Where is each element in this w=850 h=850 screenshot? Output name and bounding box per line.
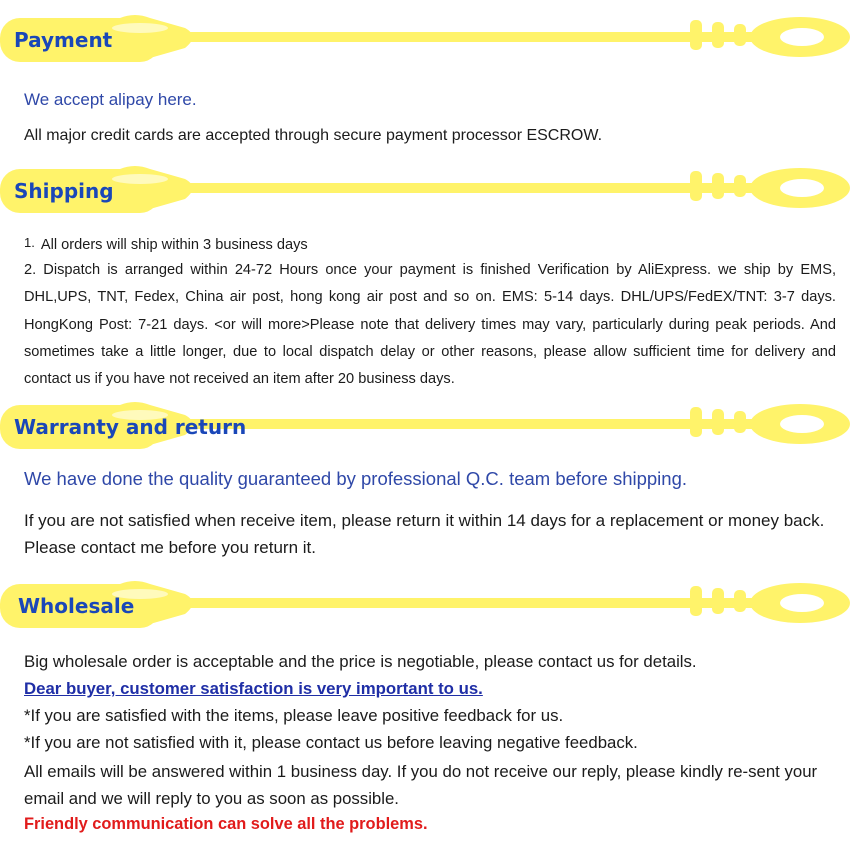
payment-lead-text: We accept alipay here. — [24, 90, 197, 109]
key-banner-graphic — [0, 165, 850, 221]
warranty-lead-text: We have done the quality guaranteed by professional Q.C. team before shipping. — [24, 468, 687, 489]
shipping-banner — [0, 165, 850, 221]
shipping-list-item-1 — [24, 237, 308, 253]
wholesale-banner — [0, 580, 850, 636]
payment-banner — [0, 14, 850, 70]
wholesale-heading: Wholesale — [18, 594, 135, 618]
shipping-heading: Shipping — [14, 179, 114, 203]
warranty-banner — [0, 401, 850, 457]
payment-body-text: All major credit cards are accepted through secure payment processor ESCROW. — [24, 127, 603, 144]
warranty-body-text: If you are not satisfied when receive item, please return it within 14 days for a replacement or money back. Please contact me before you return it. — [24, 511, 825, 557]
wholesale-line-3: *If you are satisfied with the items, please leave positive feedback for us. — [24, 706, 564, 725]
key-banner-graphic — [0, 14, 850, 70]
wholesale-line-6-highlight: Friendly communication can solve all the problems. — [24, 815, 428, 833]
customer-satisfaction-link[interactable]: Dear buyer, customer satisfaction is very important to us. — [24, 679, 483, 698]
wholesale-line-4: *If you are not satisfied with it, please contact us before leaving negative feedback. — [24, 733, 638, 752]
list-item-text: All orders will ship within 3 business days — [40, 237, 308, 253]
wholesale-line-5: All emails will be answered within 1 business day. If you do not receive our reply, please kindly re-sent your email and we will reply to you as soon as possible. — [24, 762, 818, 808]
list-number: 1. — [24, 235, 35, 250]
payment-heading: Payment — [14, 28, 113, 52]
shipping-list-item-2: 2. Dispatch is arranged within 24-72 Hours once your payment is finished Verification by AliExpress. we ship by EMS, DHL,UPS, TNT, Fedex, China air post, hong kong air post and so on. EMS: 5-14 days. DHL/UPS/FedEX/TNT: 3-7 days. HongKong Post: 7-21 days. <or will more>Please note that delivery times may vary, particularly during peak periods. And sometimes take a little longer, due to local dispatch delay or other reasons, please allow sufficient time for delivery and contact us if you have not received an item after 20 business days. — [24, 262, 836, 388]
warranty-heading: Warranty and return — [14, 415, 247, 439]
wholesale-line-1: Big wholesale order is acceptable and the price is negotiable, please contact us for details. — [24, 652, 697, 671]
